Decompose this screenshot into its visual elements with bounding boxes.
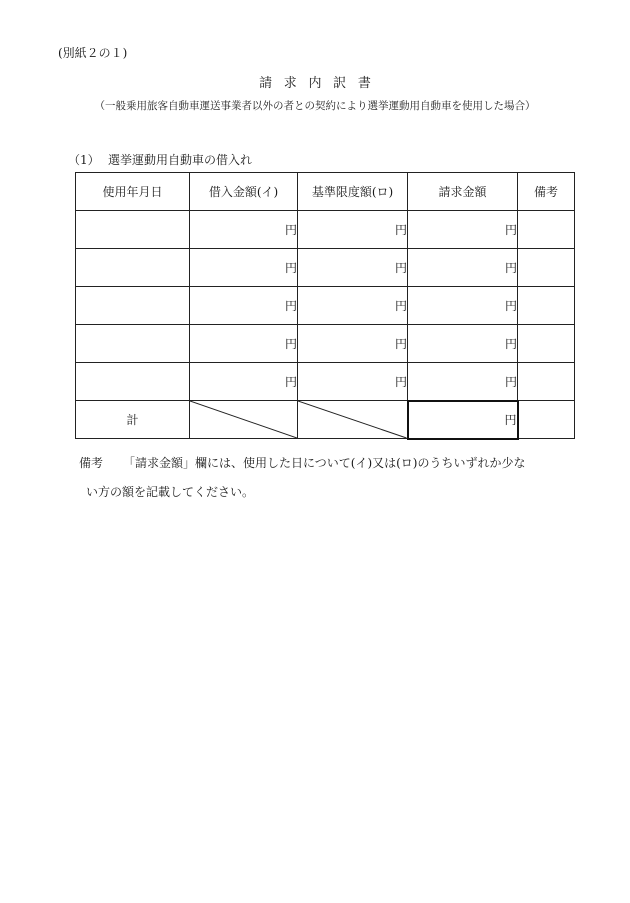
table-row [76, 249, 575, 287]
usage-date-cell[interactable] [76, 325, 190, 363]
header-remarks: 備考 [518, 173, 575, 211]
header-standard-limit: 基準限度額(ロ) [298, 173, 408, 211]
note-line-2: い方の額を記載してください。 [86, 485, 255, 499]
rental-amount-cell[interactable]: 円 [190, 287, 298, 325]
limit-total-crossed-out [298, 401, 408, 439]
diagonal-strike-icon [190, 401, 297, 438]
claim-amount-cell[interactable]: 円 [408, 211, 518, 249]
remarks-cell[interactable] [518, 325, 575, 363]
document-subtitle: （一般乗用旅客自動車運送事業者以外の者との契約により選挙運動用自動車を使用した場合） [94, 100, 536, 112]
usage-date-cell[interactable] [76, 363, 190, 401]
section-heading [68, 151, 252, 168]
claim-amount-cell[interactable]: 円 [408, 249, 518, 287]
note-label: 備考 [79, 456, 104, 470]
standard-limit-cell[interactable]: 円 [298, 363, 408, 401]
remarks-cell[interactable] [518, 363, 575, 401]
remarks-total-cell[interactable] [518, 401, 575, 439]
usage-date-cell[interactable] [76, 249, 190, 287]
breakdown-table [75, 172, 575, 440]
header-rental-amount: 借入金額(イ) [190, 173, 298, 211]
table-header-row [76, 173, 575, 211]
standard-limit-cell[interactable]: 円 [298, 211, 408, 249]
remarks-cell[interactable] [518, 287, 575, 325]
header-claim-amount: 請求金額 [408, 173, 518, 211]
claim-amount-cell[interactable]: 円 [408, 325, 518, 363]
claim-total-cell[interactable]: 円 [408, 401, 518, 439]
total-label: 計 [76, 401, 190, 439]
rental-amount-cell[interactable]: 円 [190, 363, 298, 401]
section-number: （1） [68, 153, 100, 167]
note-line-1: 「請求金額」欄には、使用した日について(イ)又は(ロ)のうちいずれか少な [123, 456, 526, 470]
standard-limit-cell[interactable]: 円 [298, 287, 408, 325]
rental-total-crossed-out [190, 401, 298, 439]
claim-amount-cell[interactable]: 円 [408, 287, 518, 325]
appendix-label: (別紙２の１) [58, 46, 128, 60]
rental-amount-cell[interactable]: 円 [190, 211, 298, 249]
diagonal-strike-icon [298, 401, 407, 438]
rental-amount-cell[interactable]: 円 [190, 325, 298, 363]
remarks-note [79, 449, 579, 507]
usage-date-cell[interactable] [76, 211, 190, 249]
claim-amount-cell[interactable]: 円 [408, 363, 518, 401]
section-title: 選挙運動用自動車の借入れ [108, 153, 253, 167]
table-row [76, 363, 575, 401]
standard-limit-cell[interactable]: 円 [298, 249, 408, 287]
header-usage-date: 使用年月日 [76, 173, 190, 211]
rental-amount-cell[interactable]: 円 [190, 249, 298, 287]
table-row [76, 325, 575, 363]
table-row [76, 211, 575, 249]
usage-date-cell[interactable] [76, 287, 190, 325]
table-row [76, 287, 575, 325]
standard-limit-cell[interactable]: 円 [298, 325, 408, 363]
total-row [76, 401, 575, 439]
remarks-cell[interactable] [518, 249, 575, 287]
document-title: 請求内訳書 [259, 76, 383, 91]
remarks-cell[interactable] [518, 211, 575, 249]
